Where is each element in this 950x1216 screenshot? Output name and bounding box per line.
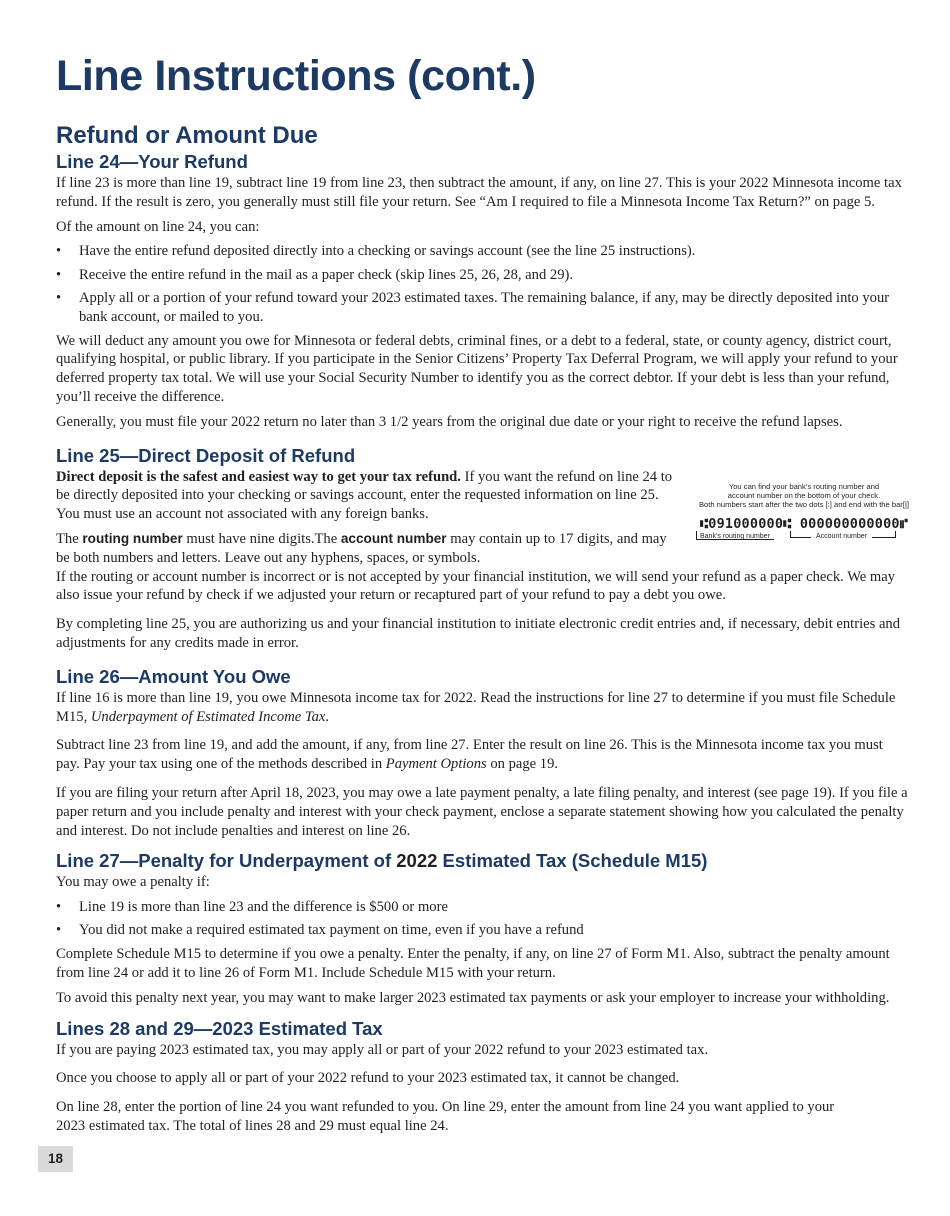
text-run: on page 19. <box>486 756 559 773</box>
line28-29-paragraph-3: On line 28, enter the portion of line 24 you want refunded to you. On line 29, enter the amount from line 24 you want applied to your 2023 estimated tax. The total of lines 28 and 29 must equal line 24. <box>56 1099 835 1134</box>
micr-labels <box>690 531 918 543</box>
line26-paragraph-1 <box>56 689 910 727</box>
micr-number-line: ⑆091000000⑆ 000000000000⑈ <box>699 515 909 532</box>
line25-paragraph-3: If the routing or account number is incorrect or is not accepted by your financial institution, we will send your refund as a paper check. We may also issue your refund by check if we adjusted your return or recaptured part of your refund to pay a debt you owe. <box>56 568 896 604</box>
line28-29-paragraph-2: Once you choose to apply all or part of your 2022 refund to your 2023 estimated tax, it cannot be changed. <box>56 1070 680 1087</box>
line27-heading <box>56 850 910 872</box>
page-number: 18 <box>38 1146 73 1172</box>
line26-paragraph-3: If you are filing your return after April 18, 2023, you may owe a late payment penalty, a late filing penalty, and interest (see page 19). If you file a paper return and you include penalty and interest with your check payment, enclose a separate statement showing how you calculated the penalty and interest. Do not include penalties and interest on line 26. <box>56 784 908 839</box>
line25-paragraph-1-rest: If you want the refund on line 24 to be directly deposited into your checking or savings account, enter the requested information on line 25. You must use an account not associated with any foreign banks. <box>56 468 673 523</box>
check-figure <box>690 482 918 543</box>
account-number-bracket <box>790 531 896 538</box>
line25-heading: Line 25—Direct Deposit of Refund <box>56 444 356 466</box>
line25-paragraph-4: By completing line 25, you are authorizing us and your financial institution to initiate electronic credit entries and, if necessary, debit entries and adjustments for any credits made in error. <box>56 616 901 651</box>
check-caption-1: You can find your bank’s routing number and <box>728 481 880 491</box>
line24-paragraph-2: Of the amount on line 24, you can: <box>56 218 260 235</box>
line26-paragraph-2 <box>56 736 910 774</box>
line25-bold-lead: Direct deposit is the safest and easiest way to get your tax refund. <box>56 468 461 485</box>
page-title: Line Instructions (cont.) <box>56 52 536 100</box>
line28-29-heading: Lines 28 and 29—2023 Estimated Tax <box>56 1017 383 1039</box>
page-content <box>56 50 910 1142</box>
line27-paragraph-3: To avoid this penalty next year, you may want to make larger 2023 estimated tax payments or ask your employer to increase your withholding. <box>56 989 890 1006</box>
list-item: • Receive the entire refund in the mail as a paper check (skip lines 25, 26, 28, and 29). <box>56 266 910 285</box>
payment-options-ref: Payment Options <box>385 756 487 773</box>
text-run: Subtract line 23 from line 19, and add the amount, if any, from line 27. Enter the result on line 26. This is the Minnesota income tax you must pay. Pay your tax using one of the methods described in <box>56 737 883 773</box>
line24-paragraph-4: Generally, you must file your 2022 return no later than 3 1/2 years from the original due date or your right to receive the refund lapses. <box>56 413 843 430</box>
section-title: Refund or Amount Due <box>56 122 318 149</box>
account-number-label: Account number <box>811 533 872 540</box>
line27-conditions-list <box>56 898 910 940</box>
text-run: may contain up to 17 digits, and may be both numbers and letters. Leave out any hyphens, spaces, or symbols. <box>56 530 667 566</box>
text-run: must have nine digits.The <box>182 530 341 547</box>
schedule-m15-title: Underpayment of Estimated Income Tax <box>90 708 326 725</box>
list-item: • Line 19 is more than line 23 and the difference is $500 or more <box>56 898 910 917</box>
text-run: Estimated Tax (Schedule M15) <box>437 850 708 872</box>
line24-heading: Line 24—Your Refund <box>56 151 248 172</box>
account-number-term: account number <box>340 530 447 546</box>
line24-options-list <box>56 242 910 326</box>
routing-number-label: Bank’s routing number <box>696 531 774 540</box>
list-item: • Apply all or a portion of your refund toward your 2023 estimated taxes. The remaining balance, if any, may be directly deposited into your bank account, or mailed to you. <box>56 289 910 327</box>
check-caption-2: account number on the bottom of your check. <box>727 490 881 500</box>
line28-29-paragraph-1: If you are paying 2023 estimated tax, you may apply all or part of your 2022 refund to your 2023 estimated tax. <box>56 1041 709 1058</box>
list-item: • Have the entire refund deposited directly into a checking or savings account (see the line 25 instructions). <box>56 242 910 261</box>
text-run: . <box>325 708 330 725</box>
line26-heading: Line 26—Amount You Owe <box>56 665 291 687</box>
line24-paragraph-1: If line 23 is more than line 19, subtract line 19 from line 23, then subtract the amount, if any, on line 27. This is your 2022 Minnesota income tax refund. If the result is zero, you generally must still file your return. See “Am I required to file a Minnesota Income Tax Return?” on page 5. <box>56 175 902 210</box>
line27-paragraph-2: Complete Schedule M15 to determine if you owe a penalty. Enter the penalty, if any, on line 27 of Form M1. Also, subtract the penalty amount from line 24 or add it to line 26 of Form M1. Include Schedule M15 with your return. <box>56 946 890 981</box>
check-caption-3: Both numbers start after the two dots [:] and end with the bar[|] <box>698 500 910 510</box>
text-run: The <box>56 530 83 547</box>
heading-year: 2022 <box>396 850 438 872</box>
text-run: If line 16 is more than line 19, you owe Minnesota income tax for 2022. Read the instructions for line 27 to determine if you must file Schedule M15, <box>56 689 896 725</box>
line27-paragraph-1: You may owe a penalty if: <box>56 874 210 891</box>
list-item: • You did not make a required estimated tax payment on time, even if you have a refund <box>56 921 910 940</box>
line24-paragraph-3: We will deduct any amount you owe for Minnesota or federal debts, criminal fines, or a debt to a federal, state, or county agency, district court, qualifying hospital, or public library. If you participate in the Senior Citizens’ Property Tax Deferral Program, we will apply your refund to your deferred property tax total. We will use your Social Security Number to identify you as the correct debtor. If your debt is less than your refund, you’ll receive the difference. <box>56 332 898 405</box>
text-run: Line 27—Penalty for Underpayment of <box>56 850 397 872</box>
routing-number-term: routing number <box>82 530 183 546</box>
